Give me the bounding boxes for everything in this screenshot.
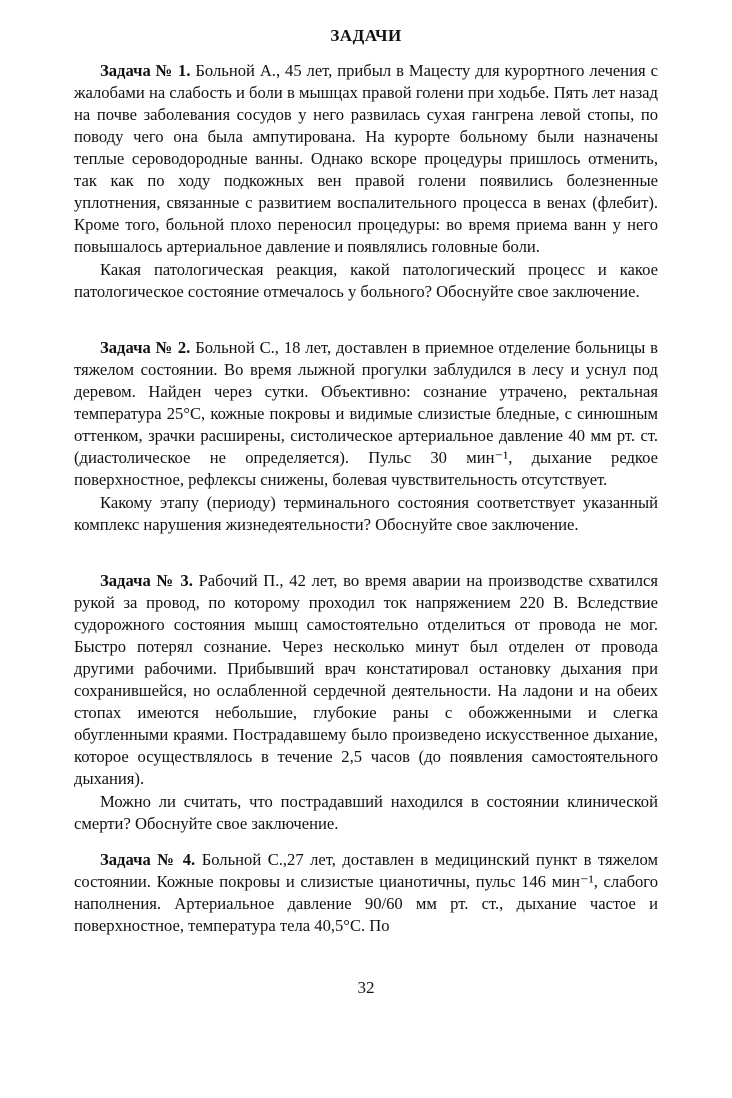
task-1-label: Задача № 1. xyxy=(100,61,191,80)
task-3-text: Рабочий П., 42 лет, во время аварии на производстве схватился рукой за провод, по которому проходил ток напряжением 220 В. Вследствие судорожного состояния мышц самостоятельно отделиться от провода не мог. Быстро потерял сознание. Через несколько минут был отделен от провода другими рабочими. Прибывший врач констатировал остановку дыхания при сохранившейся, но ослабленной сердечной деятельности. На ладони и на обеих стопах имеются небольшие, глубокие раны с обожженными и слегка обугленными краями. Пострадавшему было произведено искусственное дыхание, которое осуществлялось в течение 2,5 часов (до появления самостоятельного дыхания). xyxy=(74,571,658,788)
task-4-text: Больной С.,27 лет, доставлен в медицинский пункт в тяжелом состоянии. Кожные покровы и слизистые цианотичны, пульс 146 мин⁻¹, слабого наполнения. Артериальное давление 90/60 мм рт. ст., дыхание частое и поверхностное, температура тела 40,5°С. По xyxy=(74,850,659,935)
task-4-label: Задача № 4. xyxy=(100,850,196,869)
task-1 xyxy=(74,60,658,303)
page-number: 32 xyxy=(357,978,375,997)
task-2-label: Задача № 2. xyxy=(100,338,191,357)
task-2 xyxy=(74,337,658,536)
page-heading: ЗАДАЧИ xyxy=(330,26,402,45)
task-3-question: Можно ли считать, что пострадавший находился в состоянии клинической смерти? Обоснуйте свое заключение. xyxy=(74,792,658,833)
task-1-body xyxy=(74,60,658,258)
task-1-text: Больной А., 45 лет, прибыл в Мацесту для курортного лечения с жалобами на слабость и боли в мышцах правой голени при ходьбе. Пять лет назад на почве заболевания сосудов у него развилась сухая гангрена левой стопы, по поводу чего она была ампутирована. На курорте больному были назначены теплые сероводородные ванны. Однако вскоре процедуры пришлось отменить, так как по ходу подкожных вен правой голени появились болезненные уплотнения, связанные с развитием воспалительного процесса в венах (флебит). Кроме того, больной плохо переносил процедуры: во время приема ванн у него повышалось артериальное давление и появлялись головные боли. xyxy=(74,61,658,256)
task-1-question: Какая патологическая реакция, какой патологический процесс и какое патологическое состояние отмечалось у больного? Обоснуйте свое заключение. xyxy=(74,260,658,301)
task-3 xyxy=(74,570,658,835)
task-4 xyxy=(74,849,658,937)
task-3-body xyxy=(74,570,658,790)
task-4-body xyxy=(74,849,658,937)
task-2-question: Какому этапу (периоду) терминального состояния соответствует указанный комплекс нарушения жизнедеятельности? Обоснуйте свое заключение. xyxy=(74,493,658,534)
task-2-body xyxy=(74,337,658,491)
task-2-text: Больной С., 18 лет, доставлен в приемное отделение больницы в тяжелом состоянии. Во время лыжной прогулки заблудился в лесу и уснул под деревом. Найден через сутки. Объективно: сознание утрачено, ректальная температура 25°С, кожные покровы и видимые слизистые бледные, с синюшным оттенком, зрачки расширены, систолическое артериальное давление 40 мм рт. ст. (диастолическое не определяется). Пульс 30 мин⁻¹, дыхание редкое поверхностное, рефлексы снижены, болевая чувствительность отсутствует. xyxy=(74,338,658,489)
document-page xyxy=(74,18,658,937)
task-3-label: Задача № 3. xyxy=(100,571,193,590)
